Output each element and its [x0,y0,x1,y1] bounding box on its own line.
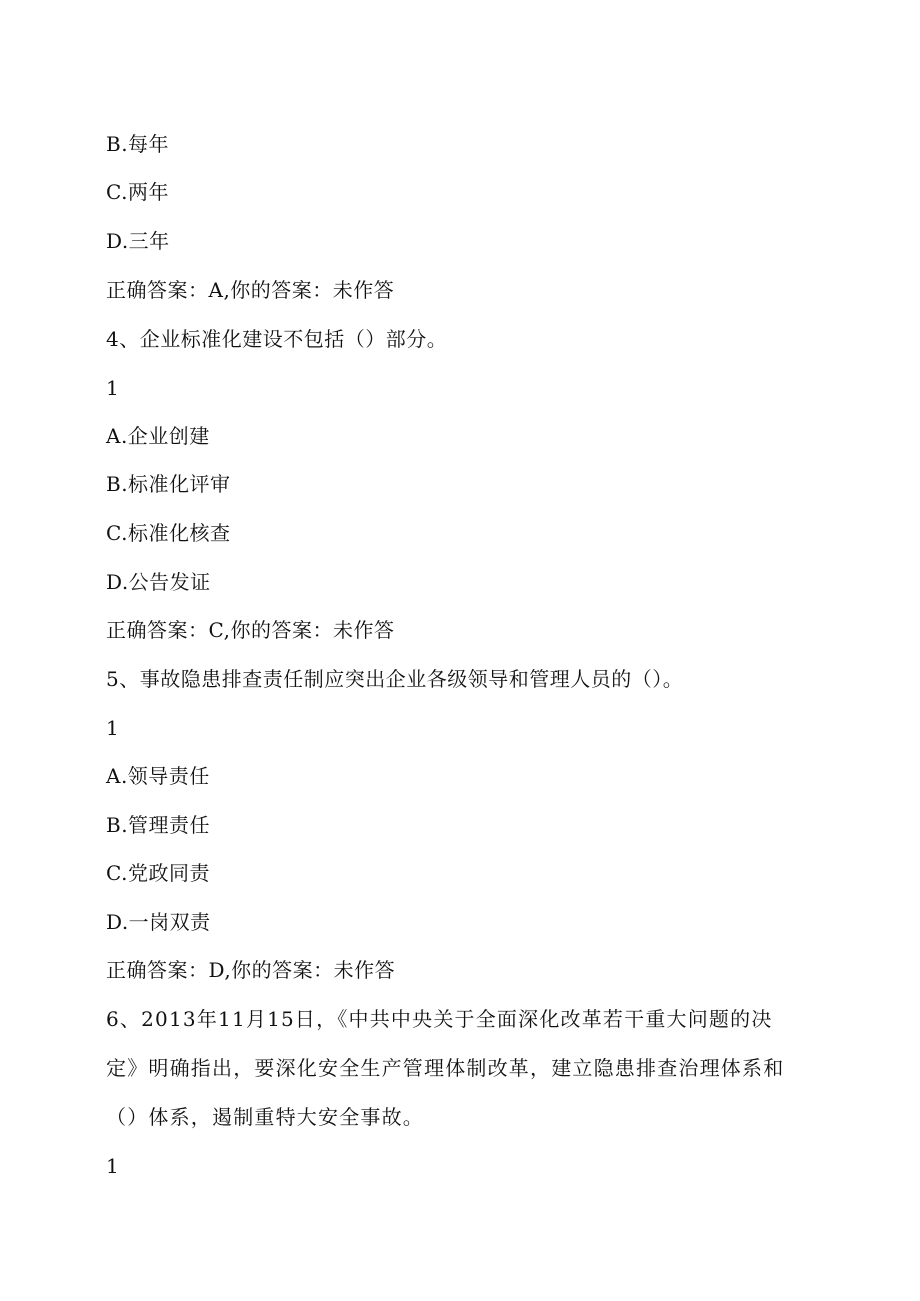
q6-score: 1 [106,1154,120,1178]
q3-option-c: C.两年 [106,180,169,204]
q4-score: 1 [106,376,120,400]
q4-question: 4、企业标准化建设不包括（）部分。 [106,327,448,351]
q5-option-b: B.管理责任 [106,813,211,837]
q6-question-line-1: 6、2013年11月15日，《中共中央关于全面深化改革若干重大问题的决 [106,1007,773,1031]
q5-option-d: D.一岗双责 [106,910,211,934]
q4-option-d: D.公告发证 [106,570,211,594]
q5-score: 1 [106,716,120,740]
q5-option-a: A.领导责任 [106,764,210,788]
q6-question-line-3: （）体系，遏制重特大安全事故。 [106,1105,424,1129]
q3-option-b: B.每年 [106,132,170,156]
q3-answer: 正确答案：A,你的答案：未作答 [106,278,395,302]
q4-option-b: B.标准化评审 [106,472,231,496]
q3-option-d: D.三年 [106,229,170,253]
q4-option-a: A.企业创建 [106,424,210,448]
q6-question-line-2: 定》明确指出，要深化安全生产管理体制改革，建立隐患排查治理体系和 [106,1056,785,1080]
q4-answer: 正确答案：C,你的答案：未作答 [106,618,395,642]
q5-question: 5、事故隐患排查责任制应突出企业各级领导和管理人员的（）。 [106,667,684,691]
q4-option-c: C.标准化核查 [106,521,231,545]
q5-option-c: C.党政同责 [106,861,210,885]
q5-answer: 正确答案：D,你的答案：未作答 [106,958,396,982]
